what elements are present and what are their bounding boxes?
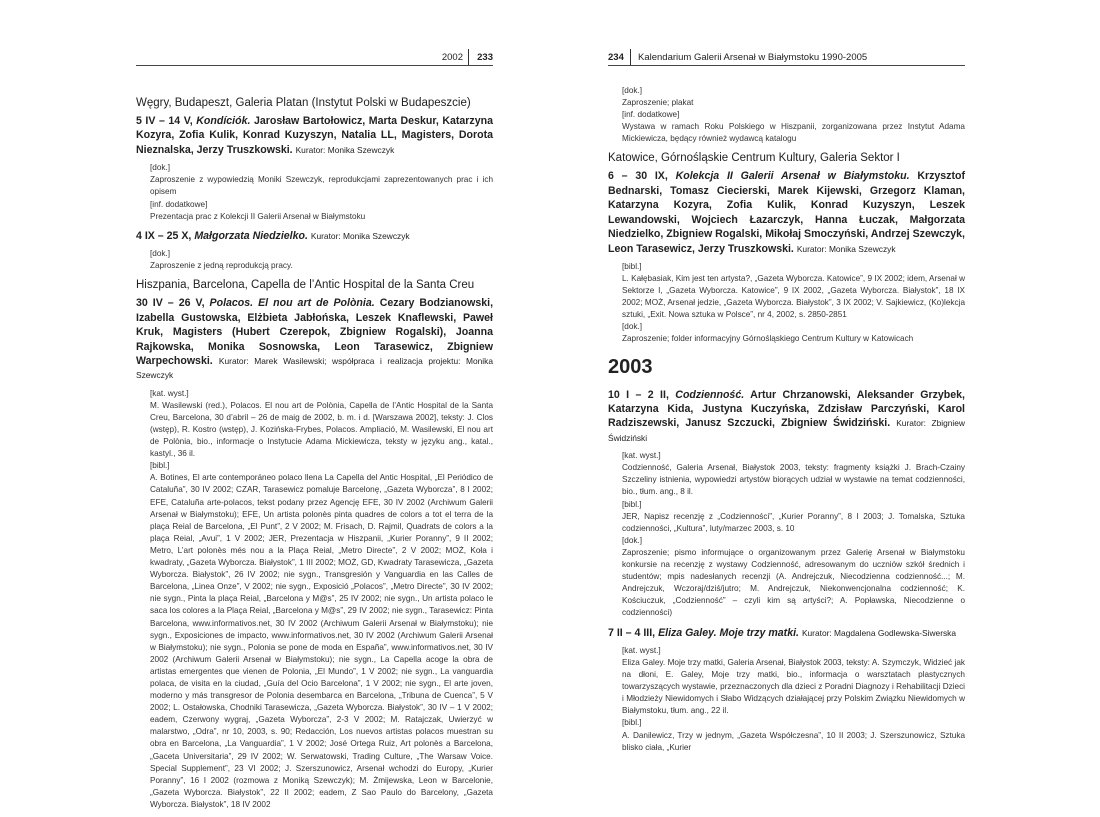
entry-date: 6 – 30 IX, xyxy=(608,170,668,183)
block-line: [kat. wyst.] xyxy=(622,451,661,461)
entry-heading xyxy=(608,626,965,640)
block-line: Eliza Galey. Moje trzy matki, Galeria Arsenał, Białystok 2003, teksty: A. Szymczyk, Widzieć jak na dłoni, E. Galey, Moje trzy matki, bio., informacja o warsztatach plastycznych towarzyszących wystawie, przeznaczonych dla dzieci z Poradni Diagnozy i Rehabilitacji Dzieci i Młodzieży Niewidomych i Słabo Widzących działającej przy Polskim Związku Niewidomych w Białymstoku, tłum. ang., 22 il. xyxy=(622,658,965,716)
block-line: Zaproszenie; folder informacyjny Górnośląskiego Centrum Kultury w Katowicach xyxy=(622,334,914,344)
page-content xyxy=(136,96,493,817)
entry-heading xyxy=(608,388,965,446)
block-line: Wystawa w ramach Roku Polskiego w Hiszpanii, zorganizowana przez Instytut Adama Mickiewicza, będący również wydawcą katalogu xyxy=(622,122,965,144)
page-number: 234 xyxy=(608,52,624,63)
running-head-separator xyxy=(630,49,631,65)
place-heading: Węgry, Budapeszt, Galeria Platan (Instytut Polski w Budapeszcie) xyxy=(136,97,471,109)
block-line: [dok.] xyxy=(622,322,643,332)
entry-date: 7 II – 4 III, xyxy=(608,626,656,639)
curator: Kurator: Monika Szewczyk xyxy=(295,144,395,155)
block-line: Zaproszenie z jedną reprodukcją pracy. xyxy=(150,261,293,271)
info-block xyxy=(150,162,493,222)
block-line: [bibl.] xyxy=(622,499,642,509)
info-block xyxy=(622,645,965,754)
entry-heading xyxy=(608,169,965,255)
running-head-title: Kalendarium Galerii Arsenał w Białymstoku 1990-2005 xyxy=(638,52,868,63)
entry-artists: Artur Chrzanowski, Aleksander Grzybek, Katarzyna Kida, Justyna Kuczyńska, Zdzisław Parczyński, Karol Radziszewski, Janusz Szczucki, Zbigniew Świdziński. xyxy=(608,388,965,430)
entry-date: 5 IV – 14 V, xyxy=(136,115,193,127)
sections-group xyxy=(608,388,965,754)
entry-title: Kondíciók. xyxy=(196,115,251,127)
running-head xyxy=(136,52,493,66)
block-line: [kat. wyst.] xyxy=(150,388,189,398)
place-heading: Katowice, Górnośląskie Centrum Kultury, Galeria Sektor I xyxy=(608,152,900,165)
left-page xyxy=(136,0,494,809)
entry-date: 4 IX – 25 X, xyxy=(136,229,192,242)
entry-title: Eliza Galey. Moje trzy matki. xyxy=(658,626,799,639)
entry-title: Małgorzata Niedzielko. xyxy=(194,229,308,242)
page-number: 233 xyxy=(477,52,493,63)
block-line: [dok.] xyxy=(622,86,643,95)
entry-date: 30 IV – 26 V, xyxy=(136,297,205,310)
entry-title: Codzienność. xyxy=(675,388,745,401)
block-line: [bibl.] xyxy=(622,261,642,271)
entry-title: Kolekcja II Galerii Arsenał w Białymstoku. xyxy=(675,170,910,183)
block-line: [dok.] xyxy=(622,535,643,545)
curator: Kurator: Monika Szewczyk xyxy=(310,230,410,241)
block-line: Zaproszenie; plakat xyxy=(622,98,694,108)
entry-artists: Krzysztof Bednarski, Tomasz Ciecierski, Marek Kijewski, Grzegorz Klaman, Katarzyna Kozyra, Zofia Kulik, Konrad Kuzyszyn, Leszek Lewandowski, Wojciech Łazarczyk, Hanna Łuczak, Małgorzata Niedzielko, Zbigniew Rogalski, Mikołaj Smoczyński, Andrzej Szewczyk, Leon Tarasewicz, Jerzy Truszkowski. xyxy=(608,170,965,255)
block-line: [bibl.] xyxy=(622,718,642,728)
block-line: JER, Napisz recenzję z „Codzienności”, „Kurier Poranny”, 8 I 2003; J. Tomalska, Sztuka codzienności, „Kultura”, luty/marzec 2003, s. 10 xyxy=(622,511,965,533)
header-rule xyxy=(136,65,493,66)
sections-group xyxy=(608,151,965,345)
right-page xyxy=(608,0,965,758)
block-line: [bibl.] xyxy=(150,461,170,471)
info-block xyxy=(622,85,965,145)
block-line: A. Danilewicz, Trzy w jednym, „Gazeta Współczesna”, 10 II 2003; J. Szerszunowicz, Sztuka blisko ciała, „Kurier xyxy=(622,730,965,752)
block-line: Zaproszenie; pismo informujące o organizowanym przez Galerię Arsenał w Białymstoku konkursie na recenzję z wystawy Codzienność, adresowanym do uczniów szkół średnich i studentów; mpis nadesłanych recenzji (A. Andrejczuk, Niecodzienna codzienność...; M. Andrejczuk, Wczoraj/dziś/jutro; M. Andrejczuk, Niekonwencjonalna codzienność; K. Kościuczuk, „Codzienność” – czyli kim są artyści?; A. Popławska, Niecodzienne o codzienności) xyxy=(622,547,965,618)
page-content xyxy=(608,85,965,760)
entry-heading xyxy=(136,296,493,382)
block-line: Zaproszenie z wypowiedzią Moniki Szewczyk, reprodukcjami zaprezentowanych prac i ich opisem xyxy=(150,175,493,197)
entry-date: 10 I – 2 II, xyxy=(608,388,669,401)
year-heading: 2003 xyxy=(608,355,653,378)
block-line: [inf. dodatkowe] xyxy=(622,110,680,120)
curator: Kurator: Marek Wasilewski; współpraca i realizacja projektu: Monika Szewczyk xyxy=(136,355,493,381)
header-rule xyxy=(608,65,965,66)
entry-heading xyxy=(136,229,493,243)
place-heading: Hiszpania, Barcelona, Capella de l’Antic Hospital de la Santa Creu xyxy=(136,279,475,292)
block-line: [dok.] xyxy=(150,163,171,173)
curator: Kurator: Zbigniew Świdziński xyxy=(608,418,965,443)
running-head xyxy=(608,52,965,66)
info-block xyxy=(622,450,965,619)
block-line: Codzienność, Galeria Arsenał, Białystok 2003, teksty: fragmenty książki J. Brach-Czainy Szczeliny istnienia, wypowiedzi artystów biorących udział w wystawie na temat codzienności, bio., tłum. ang., 8 il. xyxy=(622,463,965,497)
info-block xyxy=(150,248,493,272)
block-line: [kat. wyst.] xyxy=(622,645,661,655)
entry-title: Polacos. El nou art de Polònia. xyxy=(209,297,375,310)
block-line: Prezentacja prac z Kolekcji II Galerii Arsenał w Białymstoku xyxy=(150,211,366,221)
running-head-separator xyxy=(468,49,469,65)
curator: Kurator: Magdalena Godlewska-Siwerska xyxy=(801,627,957,638)
block-line: [inf. dodatkowe] xyxy=(150,199,208,209)
curator: Kurator: Monika Szewczyk xyxy=(796,243,896,254)
running-head-year: 2002 xyxy=(441,52,463,63)
block-line: [dok.] xyxy=(150,249,171,259)
info-block xyxy=(150,388,493,811)
block-line: M. Wasilewski (red.), Polacos. El nou art de Polònia, Capella de l’Antic Hospital de la Santa Creu, Barcelona, 30 d’abril – 26 de maig de 2002, b. m. i d. [Warszawa 2002], teksty: J. Clos (wstęp), R. Kostro (wstęp), J. Kozińska-Frybes, Polacos. Ampliació, M. Wasilewski, El nou art de Polònia, bio., informacje o Instytucie Adama Mickiewicza, teksty w języku ang., katal., kastyl., 36 il. xyxy=(150,400,493,459)
entry-heading xyxy=(136,114,493,157)
entry-artists: Cezary Bodzianowski, Izabella Gustowska, Elżbieta Jabłońska, Leszek Knaflewski, Paweł Kruk, Magisters (Hubert Czerepok, Zbigniew Rogalski), Joanna Rajkowska, Monika Sosnowska, Leon Tarasewicz, Zbigniew Warpechowski. xyxy=(136,297,494,367)
block-line: L. Kałębasiak, Kim jest ten artysta?, „Gazeta Wyborcza. Katowice”, 9 IX 2002; idem, Arsenał w Sektorze I, „Gazeta Wyborcza. Katowice”, 9 IX 2002, „Gazeta Wyborcza. Białystok”, 18 IX 2002; MOŻ, Arsenał jedzie, „Gazeta Wyborcza. Białystok”, 3 IX 2002; V. Sajkiewicz, (Ko)lekcja sztuki, „Exit. Nowa sztuka w Polsce”, nr 4, 2002, s. 2850-2851 xyxy=(622,274,965,320)
block-line: A. Botines, El arte contemporáneo polaco llena La Capella del Antic Hospital, „El Periódico de Cataluña”, 30 IV 2002; CZAR, Tarasewicz pomaluje Barcelonę, „Gazeta Wyborcza”, 8 I 2002; EFE, Cataluña arte-polacos, tekst podany przez Agencję EFE, 30 IV 2002 (Archiwum Galerii Arsenał w Białymstoku); EFE, Un artista polonès pinta quadres de colors a tot el terra de la plaça Reial de Barcelona, „El Punt”, 2 V 2002; M. Frisach, D. Rajmil, Quadrats de colors a la plaça Reial, „Avui”, 1 V 2002; JER, Prezentacja w Hiszpanii, „Kurier Poranny”, 9 II 2002; Metro, L’art polonès més nou a la Plaça Reial, „Metro Directe”, 2 V 2002; MOŻ, Koła i kwadraty, „Gazeta Wyborcza. Białystok”, 1 III 2002; MOŻ, GD, Kwadraty Tarasewicza, „Gazeta Wyborcza. Białystok”, 26 IV 2002; nie sygn., Transgresión y Vanguardia en las Calles de Barcelona, „Linea Onze”, V 2002; nie sygn., Exposició „Polacos”, „Metro Directe”, 30 IV 2002; nie sygn., Pinta la plaça Reial, „Barcelona y M@s”, 25 IV 2002; nie sygn., Un artista polaco le saca los colores a la Plaça Reial, „Barcelona y M@s”, 29 IV 2002; nie sygn., Tarasewicz: Pinta Barcelona, www.informativos.net, 30 IV 2002 (Archiwum Galerii Arsenał w Białymstoku); nie sygn., Exposiciones de impacto, www.informativos.net, 30 IV 2002 (Archiwum Galerii Arsenał w Białymstoku); nie sygn., Polonia se pone de moda en España”, www.informativos.net, 30 IV 2002 (Archiwum Galerii Arsenał w Białymstoku); nie sygn., La Capella acoge la obra de artistas emergentes que vienen de Polonia, „El Mundo”, 1 V 2002; nie sygn., La vanguardia polaca, de visita en la ciudad, „Guía del Ocio Barcelona”, 1 V 2002; nie sygn., El arte joven, moderno y más transgresor de Polonia desembarca en Barcelona, „Tribuna de Cuenca”, 5 V 2002; L. Ostałowska, Chodniki Tarasewicza, „Gazeta Wyborcza. Białystok”, 30 IV – 1 V 2002; eadem, Czerwony wygraj, „Gazeta Wyborcza”, 2-3 V 2002; M. Ratajczak, Uwierzyć w malarstwo, „Odra”, nr 10, 2003, s. 90; Redacción, Los nuevos artistas polacos muestran su obra en Barcelona, „La Vanguardia”, 1 V 2002; José Ortega Ruiz, Art polonès a Barcelona, „Gaceta Universitaria”, 29 IV 2002; W. Serwatowski, Trading Culture, „The Warsaw Voice. Special Supplement”, 23 VI 2002; J. Szerszunowicz, Arsenał wchodzi do Europy, „Kurier Poranny”, 16 I 2002 (rozmowa z Moniką Szewczyk); M. Żmijewska, Leon w Barcelonie, „Gazeta Wyborcza. Białystok”, 22 II 2002; eadem, Z Sao Paulo do Barcelony, „Gazeta Wyborcza. Białystok”, 18 IV 2002 xyxy=(150,473,493,809)
entry-artists: Jarosław Bartołowicz, Marta Deskur, Katarzyna Kozyra, Zofia Kulik, Konrad Kuzyszyn, Natalia LL, Magisters, Dorota Nieznalska, Jerzy Truszkowski. xyxy=(136,115,493,156)
info-block xyxy=(622,261,965,346)
